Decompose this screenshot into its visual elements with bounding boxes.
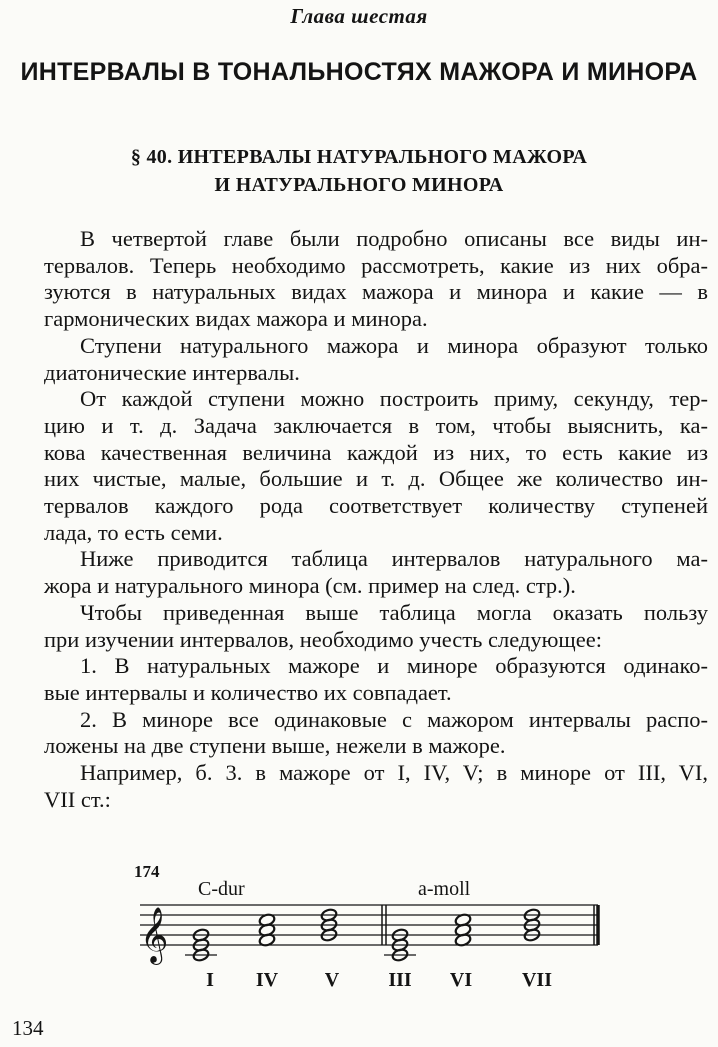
text-line: гармонических видах мажора и минора. bbox=[44, 306, 428, 332]
text-line: VII ст.: bbox=[44, 786, 111, 812]
chord-2 bbox=[258, 913, 275, 947]
degree-label: VII bbox=[521, 969, 553, 991]
text-line: тервалов. Теперь необходимо рассмотреть, какие из них обра- bbox=[44, 252, 708, 278]
text-line: тервалов каждого рода соответствует количеству ступеней bbox=[44, 493, 708, 519]
paragraph bbox=[8, 653, 708, 706]
page-number: 134 bbox=[12, 1016, 44, 1040]
key-label-major: C-dur bbox=[198, 878, 245, 900]
paragraph bbox=[8, 546, 708, 599]
text-line: цию и т. д. Задача заключается в том, чтобы выяснить, ка- bbox=[44, 412, 708, 438]
text-line: диатонические интервалы. bbox=[44, 359, 300, 385]
paragraph bbox=[8, 600, 708, 653]
paragraph bbox=[8, 333, 708, 386]
text-line: Чтобы приведенная выше таблица могла оказать пользу bbox=[80, 599, 708, 625]
text-line: Ниже приводится таблица интервалов натурального ма- bbox=[80, 546, 708, 572]
text-line: ложены на две ступени выше, нежели в мажоре. bbox=[44, 733, 506, 759]
section-title-line-1: § 40. ИНТЕРВАЛЫ НАТУРАЛЬНОГО МАЖОРА bbox=[130, 146, 588, 168]
text-line: при изучении интервалов, необходимо учесть следующее: bbox=[44, 626, 602, 652]
text-line: вые интервалы и количество их совпадает. bbox=[44, 679, 452, 705]
degree-label: VI bbox=[449, 969, 473, 991]
treble-clef-icon: 𝄞 bbox=[140, 907, 169, 963]
body-text bbox=[8, 226, 708, 813]
paragraph bbox=[8, 226, 708, 333]
degree-label: V bbox=[324, 969, 340, 991]
text-line: зуются в натуральных видах мажора и минора и какие — в bbox=[44, 279, 708, 305]
chord-5 bbox=[454, 913, 471, 947]
text-line: В четвертой главе были подробно описаны все виды ин- bbox=[80, 226, 708, 251]
text-line: 2. В миноре все одинаковые с мажором интервалы распо- bbox=[80, 706, 708, 732]
section-title-line-2: И НАТУРАЛЬНОГО МИНОРА bbox=[214, 174, 504, 196]
section-title bbox=[0, 143, 718, 199]
text-line: От каждой ступени можно построить приму, секунду, тер- bbox=[80, 386, 708, 412]
degree-label: I bbox=[206, 969, 214, 991]
staff-figure bbox=[130, 855, 610, 995]
degree-label: IV bbox=[255, 969, 279, 991]
text-line: 1. В натуральных мажоре и миноре образуются одинако- bbox=[80, 653, 708, 679]
text-line: них чистые, малые, большие и т. д. Общее же количество ин- bbox=[44, 466, 708, 492]
chapter-title: ИНТЕРВАЛЫ В ТОНАЛЬНОСТЯХ МАЖОРА И МИНОРА bbox=[20, 58, 698, 86]
text-line: кова качественная величина каждой из них, то есть какие из bbox=[44, 439, 708, 465]
paragraph bbox=[8, 760, 708, 813]
paragraph bbox=[8, 707, 708, 760]
text-line: Например, б. 3. в мажоре от I, IV, V; в миноре от III, VI, bbox=[80, 760, 708, 786]
text-line: жора и натурального минора (см. пример на след. стр.). bbox=[44, 573, 576, 599]
paragraph bbox=[8, 386, 708, 546]
music-example bbox=[130, 855, 610, 995]
text-line: Ступени натурального мажора и минора образуют только bbox=[80, 332, 708, 358]
example-number: 174 bbox=[134, 862, 160, 881]
key-label-minor: a-moll bbox=[418, 878, 471, 900]
degree-label: III bbox=[388, 969, 412, 991]
text-line: лада, то есть семи. bbox=[44, 519, 223, 545]
chapter-heading: Глава шестая bbox=[290, 4, 428, 28]
